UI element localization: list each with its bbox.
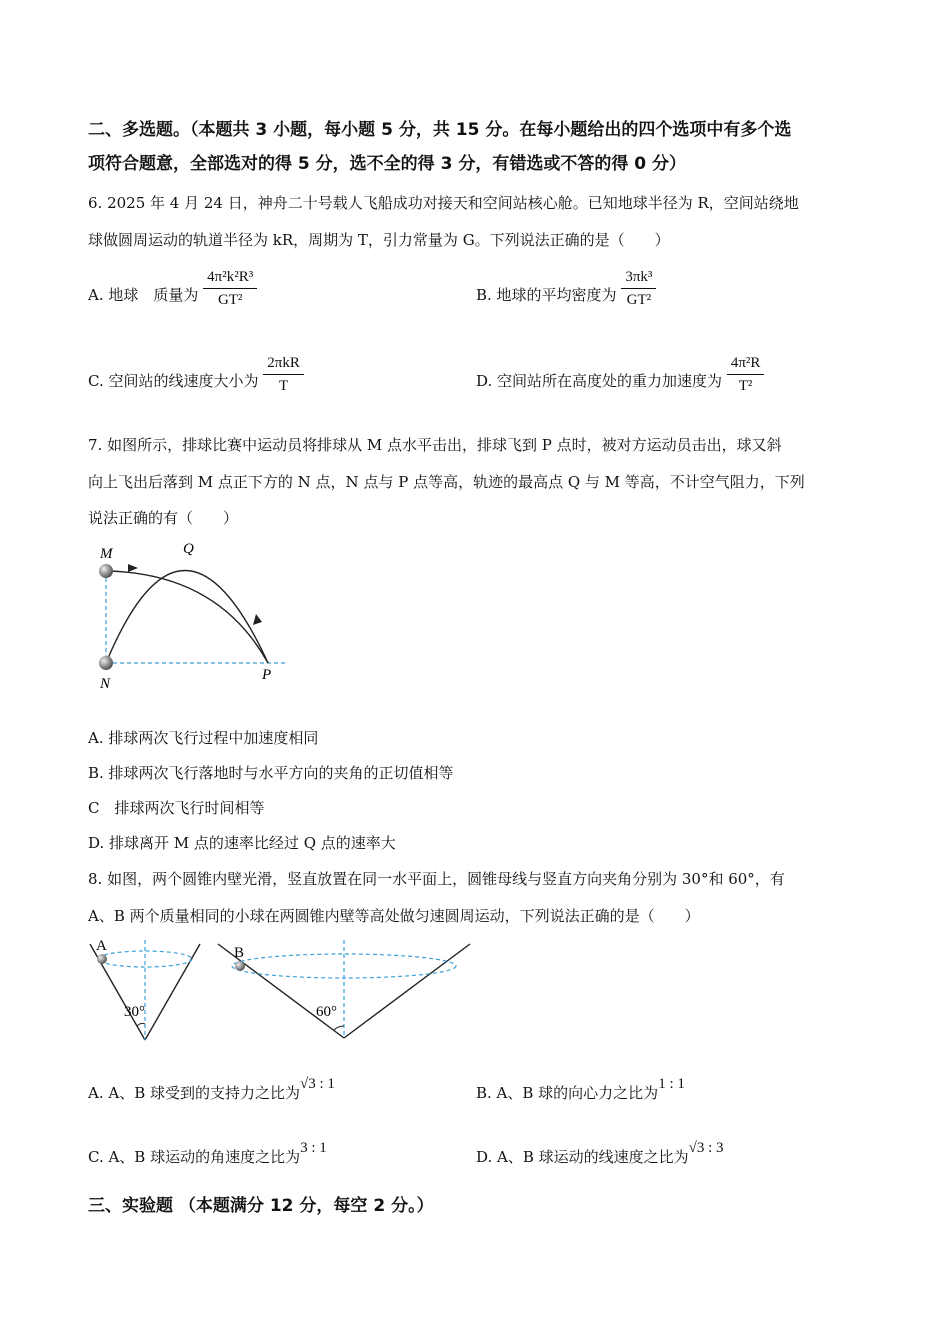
q6-option-c-label: C. 空间站的线速度大小为 — [88, 372, 259, 390]
q6-option-d[interactable] — [476, 352, 764, 397]
section2-heading-line2: 项符合题意，全部选对的得 5 分，选不全的得 3 分，有错选或不答的得 0 分） — [88, 154, 686, 174]
q8-option-a[interactable] — [88, 1076, 335, 1105]
q8-option-c[interactable] — [88, 1140, 327, 1169]
fraction-denominator: GT² — [626, 292, 652, 308]
ball-m — [99, 564, 113, 578]
q7-option-c[interactable]: C 排球两次飞行时间相等 — [88, 799, 265, 817]
ball-a — [97, 954, 107, 964]
q6-option-b-formula — [621, 266, 656, 311]
label-q: Q — [183, 541, 194, 557]
section2-heading-line1: 二、多选题。（本题共 3 小题，每小题 5 分，共 15 分。在每小题给出的四个选项中有多个选 — [88, 120, 792, 140]
label-60-deg: 60° — [316, 1004, 337, 1020]
q7-stem-line3: 说法正确的有（ ） — [88, 509, 239, 527]
ball-n — [99, 656, 113, 670]
q7-volleyball-figure — [88, 538, 298, 698]
q6-stem-line2: 球做圆周运动的轨道半径为 kR，周期为 T，引力常量为 G。下列说法正确的是（ ） — [88, 231, 670, 249]
q8-option-b-label: B. A、B 球的向心力之比为 — [476, 1084, 659, 1102]
q6-option-d-label: D. 空间站所在高度处的重力加速度为 — [476, 372, 723, 390]
cone-right-wall — [145, 944, 200, 1040]
fraction-numerator: 4π²k²R³ — [203, 266, 257, 289]
fraction-denominator: GT² — [217, 292, 243, 308]
fraction-numerator: 2πkR — [263, 352, 304, 375]
q8-option-a-label: A. A、B 球受到的支持力之比为 — [88, 1084, 300, 1102]
q6-option-d-formula — [727, 352, 765, 397]
q8-option-c-ratio: 3 : 1 — [300, 1140, 327, 1156]
arrow-up-icon — [253, 614, 262, 625]
label-m: M — [100, 546, 113, 562]
q8-option-d-label: D. A、B 球运动的线速度之比为 — [476, 1148, 689, 1166]
arrow-right-icon — [128, 564, 138, 572]
ball-b — [235, 961, 245, 971]
angle-arc-60 — [334, 1026, 344, 1030]
q6-option-c[interactable] — [88, 352, 304, 397]
q8-stem-line2: A、B 两个质量相同的小球在两圆锥内壁等高处做匀速圆周运动，下列说法正确的是（ ） — [88, 907, 700, 925]
q8-cones-figure — [86, 934, 476, 1046]
fraction-denominator: T — [278, 378, 289, 394]
q8-stem-line1: 8. 如图，两个圆锥内壁光滑，竖直放置在同一水平面上，圆锥母线与竖直方向夹角分别为 30°和 60°，有 — [88, 870, 785, 888]
q8-option-c-label: C. A、B 球运动的角速度之比为 — [88, 1148, 301, 1166]
q7-option-b[interactable]: B. 排球两次飞行落地时与水平方向的夹角的正切值相等 — [88, 764, 454, 782]
q8-option-d-ratio: √3 : 3 — [688, 1140, 724, 1156]
q8-option-b[interactable] — [476, 1076, 685, 1105]
q6-option-a[interactable] — [88, 266, 257, 311]
label-n: N — [100, 676, 111, 692]
q8-option-d[interactable] — [476, 1140, 724, 1169]
q6-option-c-formula — [263, 352, 304, 397]
section3-heading: 三、实验题 （本题满分 12 分，每空 2 分。） — [88, 1196, 434, 1216]
q6-option-a-label: A. 地球 质量为 — [88, 286, 199, 304]
angle-arc-30 — [137, 1023, 145, 1026]
q8-option-a-ratio: √3 : 1 — [300, 1076, 335, 1092]
q7-option-d[interactable]: D. 排球离开 M 点的速率比经过 Q 点的速率大 — [88, 834, 396, 852]
label-a: A — [96, 938, 107, 954]
q6-option-b-label: B. 地球的平均密度为 — [476, 286, 617, 304]
q7-stem-line2: 向上飞出后落到 M 点正下方的 N 点，N 点与 P 点等高，轨迹的最高点 Q 与 M 等高，不计空气阻力，下列 — [88, 473, 805, 491]
cone2-right-wall — [344, 944, 470, 1038]
label-30-deg: 30° — [124, 1004, 145, 1020]
label-b: B — [234, 945, 245, 961]
label-p: P — [262, 667, 272, 683]
q6-option-a-formula — [203, 266, 257, 311]
q7-stem-line1: 7. 如图所示，排球比赛中运动员将排球从 M 点水平击出，排球飞到 P 点时，被对方运动员击出，球又斜 — [88, 436, 782, 454]
fraction-numerator: 4π²R — [727, 352, 765, 375]
q8-option-b-ratio: 1 : 1 — [658, 1076, 685, 1092]
fraction-denominator: T² — [738, 378, 753, 394]
q6-option-b[interactable] — [476, 266, 656, 311]
trajectory-n-to-p — [106, 571, 268, 664]
fraction-numerator: 3πk³ — [621, 266, 656, 289]
q6-stem-line1: 6. 2025 年 4 月 24 日，神舟二十号载人飞船成功对接天和空间站核心舱。已知地球半径为 R，空间站绕地 — [88, 194, 799, 212]
q7-option-a[interactable]: A. 排球两次飞行过程中加速度相同 — [88, 729, 319, 747]
